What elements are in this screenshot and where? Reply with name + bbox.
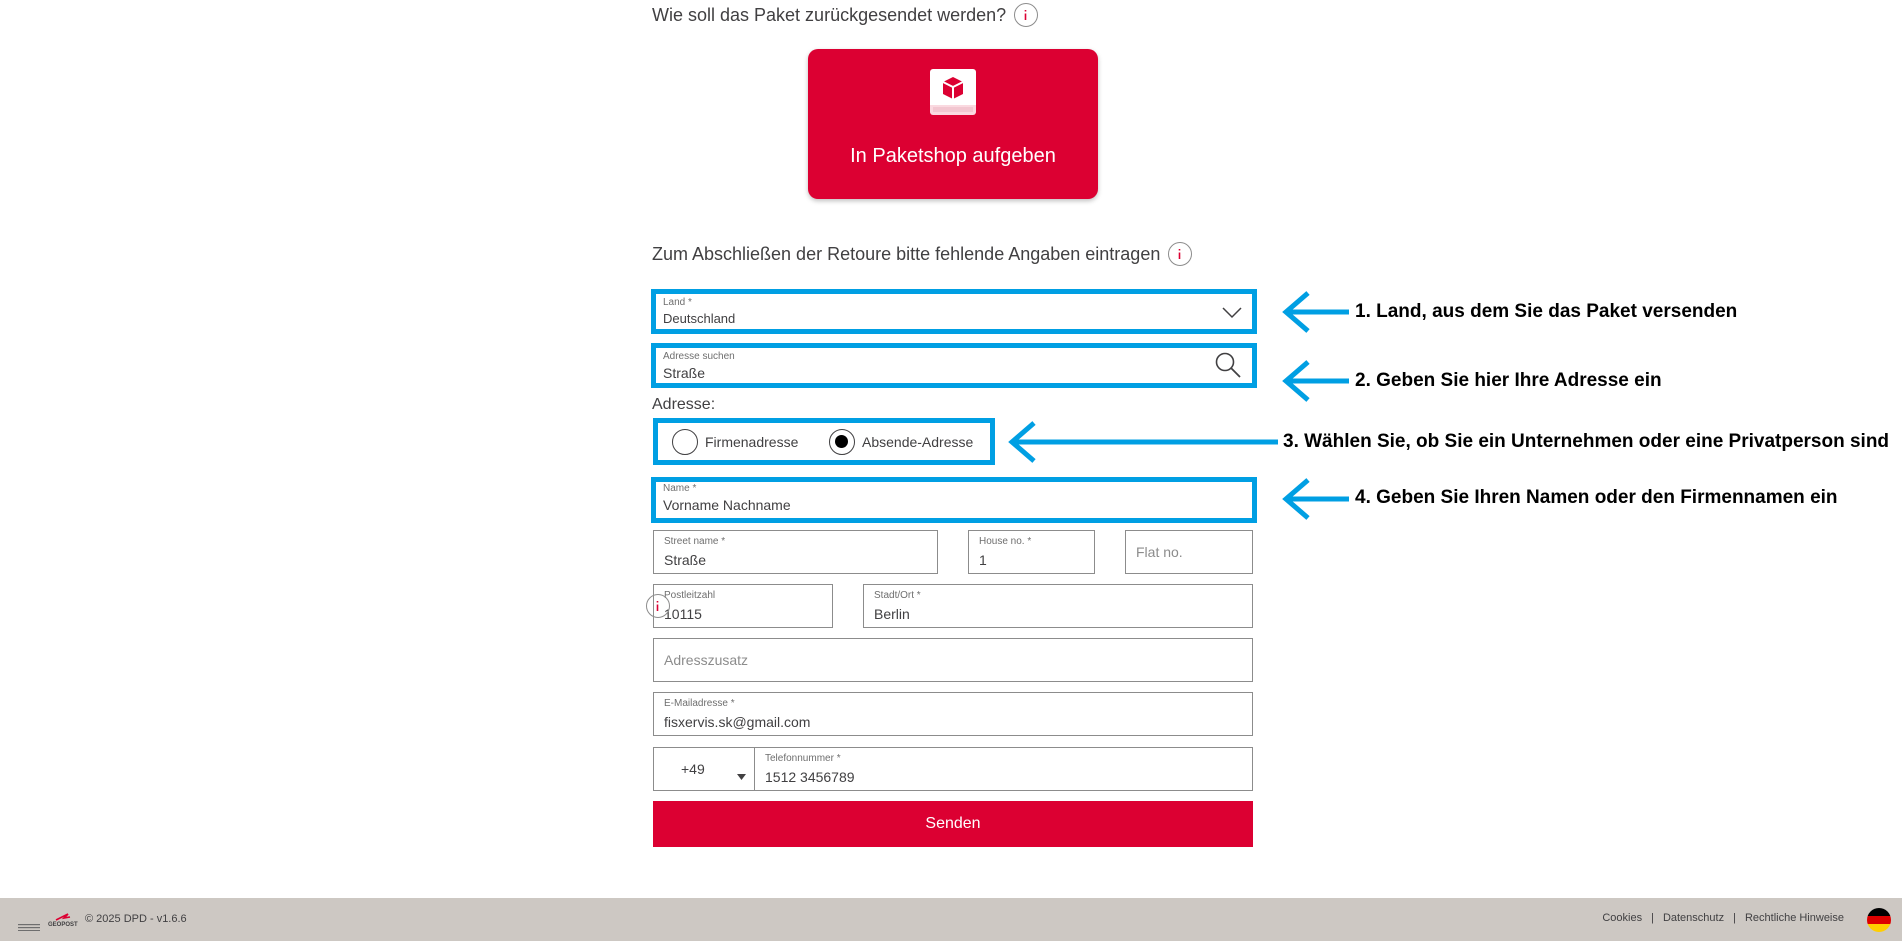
search-icon[interactable]: [1214, 351, 1242, 384]
postcode-value: 10115: [664, 606, 702, 622]
flat-number-placeholder: Flat no.: [1136, 544, 1183, 560]
phone-label: Telefonnummer *: [765, 753, 841, 764]
return-method-heading-text: Wie soll das Paket zurückgesendet werden?: [652, 4, 1007, 25]
partner-logo-icon: [18, 919, 40, 937]
footer: [0, 898, 1902, 941]
paketshop-option-label: In Paketshop aufgeben: [850, 145, 1056, 167]
country-label: Land *: [663, 297, 692, 308]
radio-firmenadresse-label: Firmenadresse: [705, 433, 799, 450]
annotation-3: 3. Wählen Sie, ob Sie ein Unternehmen oder eine Privatperson sind: [1283, 431, 1890, 452]
geopost-logo: [48, 912, 78, 929]
email-value: fisxervis.sk@gmail.com: [664, 714, 811, 730]
geopost-logo-icon: [54, 912, 72, 922]
info-icon[interactable]: [646, 594, 670, 618]
phone-value: 1512 3456789: [765, 769, 855, 785]
email-input[interactable]: [653, 692, 1253, 736]
email-label: E-Mailadresse *: [664, 698, 735, 709]
german-flag-icon[interactable]: [1867, 908, 1891, 932]
address-search-label: Adresse suchen: [663, 351, 735, 362]
address-extra-input[interactable]: [653, 638, 1253, 682]
radio-absende-adresse[interactable]: [829, 423, 973, 460]
annotation-2: 2. Geben Sie hier Ihre Adresse ein: [1355, 370, 1662, 391]
info-icon[interactable]: [1168, 242, 1192, 266]
street-input[interactable]: [653, 530, 938, 574]
city-value: Berlin: [874, 606, 910, 622]
address-search-value: Straße: [663, 365, 706, 381]
phone-prefix-select[interactable]: [653, 747, 755, 791]
arrow-left-icon: [1007, 420, 1280, 464]
address-search-input[interactable]: [656, 348, 1252, 383]
paketshop-option-card[interactable]: [808, 49, 1098, 199]
return-method-heading: [652, 2, 1038, 28]
country-select[interactable]: [656, 294, 1252, 329]
radio-circle-checked[interactable]: [829, 429, 855, 455]
cookies-link[interactable]: Cookies: [1602, 912, 1643, 924]
house-number-input[interactable]: [968, 530, 1095, 574]
info-icon[interactable]: [1014, 3, 1038, 27]
name-value: Vorname Nachname: [663, 497, 791, 513]
flat-number-input[interactable]: [1125, 530, 1253, 574]
street-value: Straße: [664, 552, 707, 568]
link-separator: |: [1733, 912, 1736, 924]
phone-prefix-value: +49: [681, 761, 705, 777]
name-label: Name *: [663, 483, 697, 494]
link-separator: |: [1651, 912, 1654, 924]
rechtliche-hinweise-link[interactable]: Rechtliche Hinweise: [1744, 912, 1844, 924]
city-input[interactable]: [863, 584, 1253, 628]
arrow-left-icon: [1281, 290, 1351, 334]
country-value: Deutschland: [663, 311, 736, 326]
name-input[interactable]: [656, 482, 1252, 518]
address-type-label: Adresse:: [652, 396, 716, 413]
parcel-shop-icon: [930, 69, 976, 115]
postcode-input[interactable]: [653, 584, 833, 628]
radio-circle-unchecked[interactable]: [672, 429, 698, 455]
address-extra-placeholder: Adresszusatz: [664, 652, 749, 668]
form-heading-text: Zum Abschließen der Retoure bitte fehlende Angaben eintragen: [652, 243, 1161, 264]
city-label: Stadt/Ort *: [874, 590, 921, 601]
arrow-left-icon: [1281, 477, 1351, 521]
street-label: Street name *: [664, 536, 726, 547]
datenschutz-link[interactable]: Datenschutz: [1662, 912, 1725, 924]
postcode-label: Postleitzahl: [664, 590, 716, 601]
radio-absende-adresse-label: Absende-Adresse: [862, 433, 974, 450]
form-heading: [652, 241, 1192, 267]
phone-input[interactable]: [754, 747, 1253, 791]
send-button[interactable]: Senden: [653, 801, 1253, 847]
radio-firmenadresse[interactable]: [672, 423, 798, 460]
caret-down-icon: [737, 767, 746, 785]
chevron-down-icon: [1222, 306, 1242, 324]
house-number-label: House no. *: [979, 536, 1032, 547]
geopost-logo-text: GEOPOST: [48, 922, 78, 928]
arrow-left-icon: [1281, 359, 1351, 403]
footer-links: [1602, 912, 1844, 924]
copyright-text: © 2025 DPD - v1.6.6: [85, 913, 187, 925]
house-number-value: 1: [979, 552, 987, 568]
annotation-1: 1. Land, aus dem Sie das Paket versenden: [1355, 301, 1738, 322]
address-type-radio-group: [653, 418, 995, 465]
annotation-4: 4. Geben Sie Ihren Namen oder den Firmennamen ein: [1355, 487, 1838, 508]
